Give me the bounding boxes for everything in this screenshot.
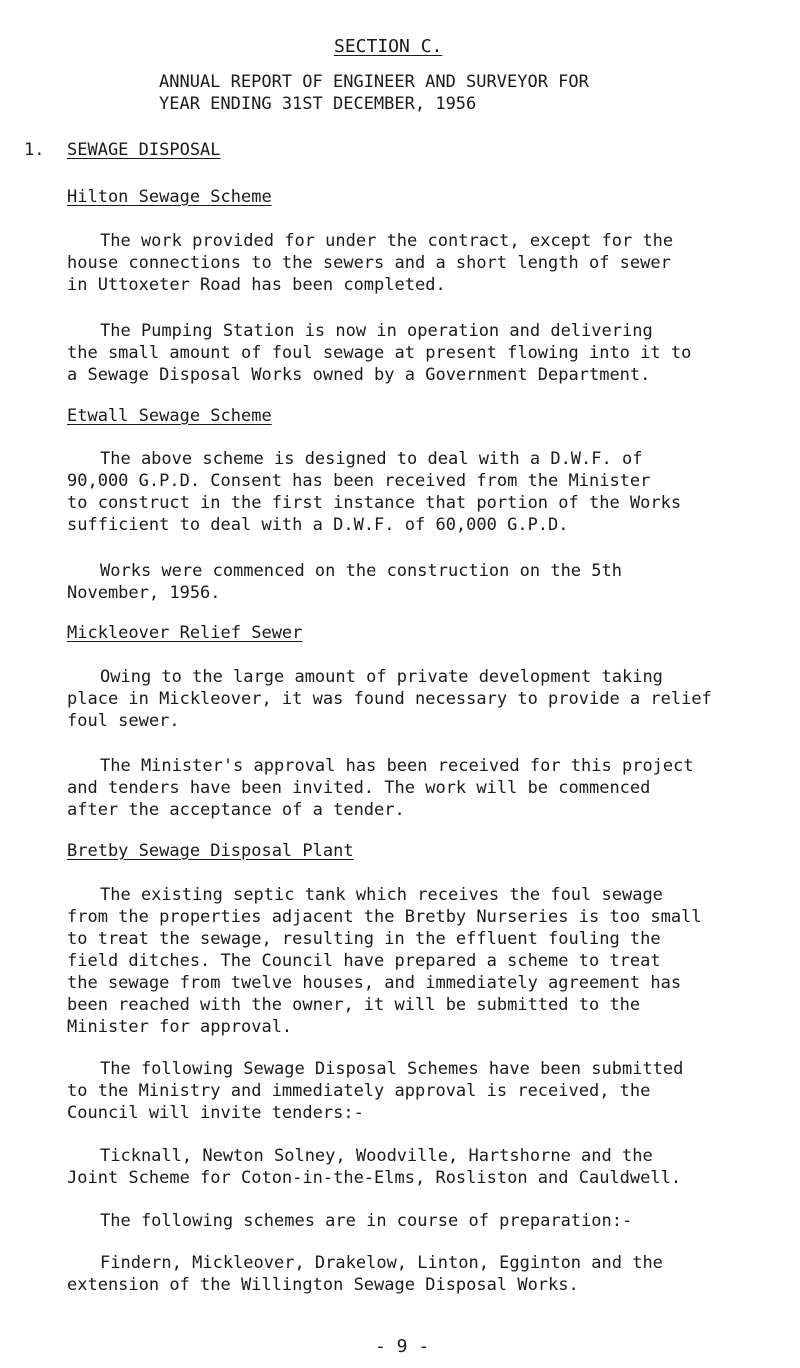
paragraph: The existing septic tank which receives the foul sewage from the properties adjacent the Bretby Nurseries is too small to treat the sewage, resulting in the effluent fouling the field ditches. The Council have prepared a scheme to treat the sewage from twelve houses, and immediately agreement has been reached with the owner, it will be submitted to the Minister for approval.	[67, 885, 702, 1037]
paragraph: The Minister's approval has been received for this project and tenders have been invited. The work will be commenced after the acceptance of a tender.	[67, 756, 694, 820]
section-title: SECTION C.	[334, 36, 443, 57]
paragraph: Owing to the large amount of private development taking place in Mickleover, it was found necessary to provide a relief foul sewer.	[67, 667, 712, 731]
subsection-heading-mickleover: Mickleover Relief Sewer	[67, 623, 303, 643]
paragraph: Ticknall, Newton Solney, Woodville, Hartshorne and the Joint Scheme for Coton-in-the-Elms, Rosliston and Cauldwell.	[67, 1146, 682, 1188]
subsection-heading-etwall: Etwall Sewage Scheme	[67, 406, 272, 426]
paragraph: The work provided for under the contract, except for the house connections to the sewers and a short length of sewer in Uttoxeter Road has been completed.	[67, 231, 674, 295]
paragraph: The Pumping Station is now in operation and delivering the small amount of foul sewage at present flowing into it to a Sewage Disposal Works owned by a Government Department.	[67, 321, 692, 385]
paragraph: Findern, Mickleover, Drakelow, Linton, Egginton and the extension of the Willington Sewage Disposal Works.	[67, 1253, 663, 1295]
subsection-heading-hilton: Hilton Sewage Scheme	[67, 187, 272, 207]
section-number: 1.	[24, 140, 45, 160]
report-title-line1: ANNUAL REPORT OF ENGINEER AND SURVEYOR FOR	[159, 72, 589, 92]
subsection-heading-bretby: Bretby Sewage Disposal Plant	[67, 841, 354, 861]
paragraph: The above scheme is designed to deal with a D.W.F. of 90,000 G.P.D. Consent has been received from the Minister to construct in the first instance that portion of the Works sufficient to deal with a D.W.F. of 60,000 G.P.D.	[67, 449, 682, 535]
report-title-line2: YEAR ENDING 31ST DECEMBER, 1956	[159, 94, 477, 114]
paragraph: Works were commenced on the construction on the 5th November, 1956.	[67, 561, 622, 603]
paragraph: The following Sewage Disposal Schemes have been submitted to the Ministry and immediately approval is received, the Council will invite tenders:-	[67, 1059, 684, 1123]
page-number: - 9 -	[375, 1336, 430, 1357]
paragraph: The following schemes are in course of preparation:-	[100, 1211, 633, 1231]
section-heading-sewage-disposal: SEWAGE DISPOSAL	[67, 140, 221, 160]
